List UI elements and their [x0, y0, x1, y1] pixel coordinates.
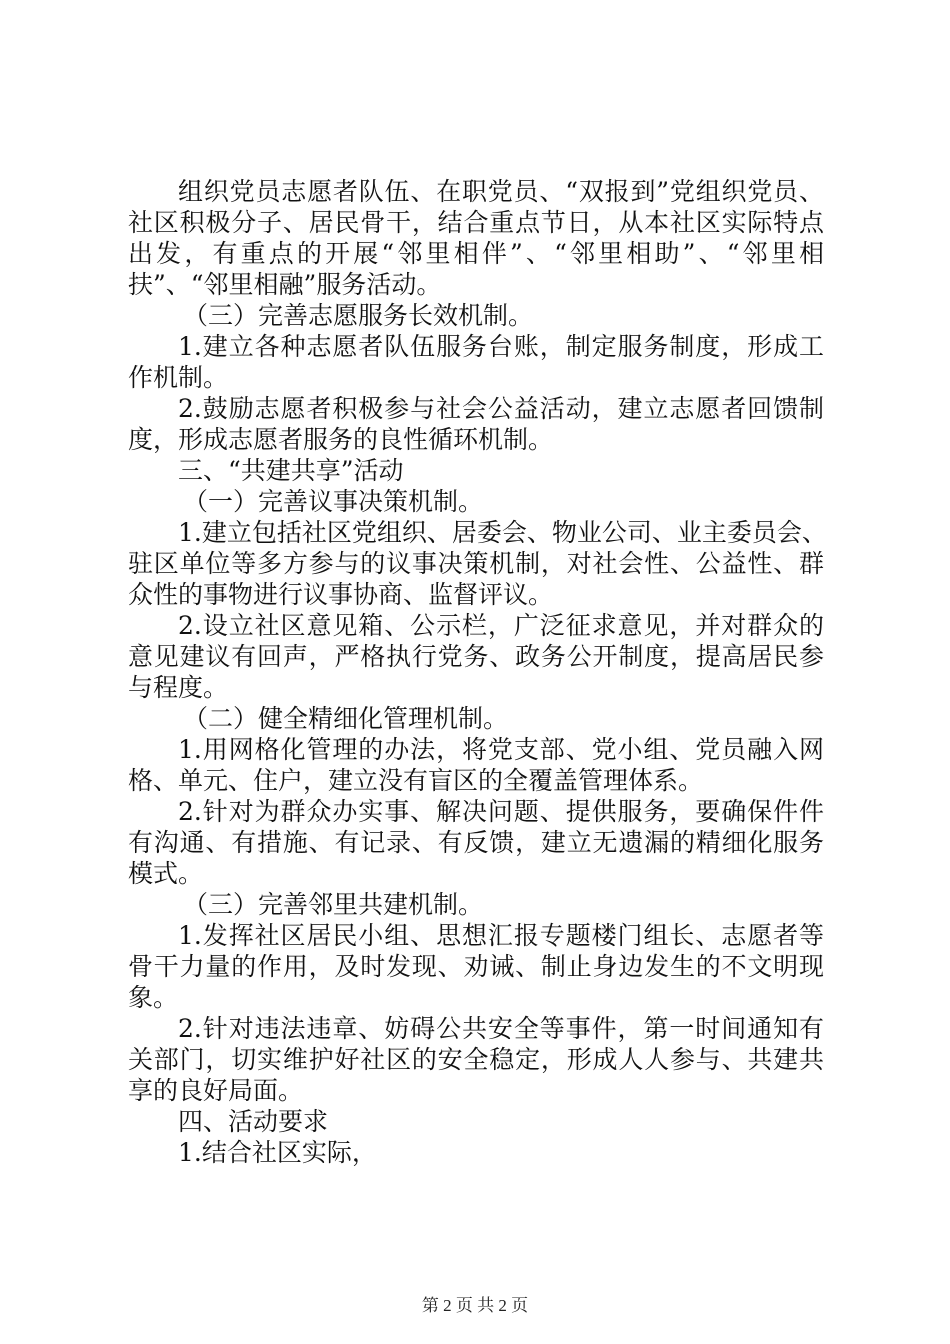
- text-line: 骨干力量的作用，及时发现、劝诫、制止身边发生的不文明现: [128, 952, 824, 981]
- text-line: 1.用网格化管理的办法，将党支部、党小组、党员融入网: [178, 735, 824, 764]
- text-line: 众性的事物进行议事协商、监督评议。: [128, 580, 554, 609]
- text-line: 出发，有重点的开展“邻里相伴”、“邻里相助”、“邻里相: [128, 239, 824, 268]
- page-number-label: 第 2 页 共 2 页: [421, 1296, 529, 1315]
- text-line: 享的良好局面。: [128, 1076, 304, 1105]
- text-line: 1.建立各种志愿者队伍服务台账，制定服务制度，形成工: [178, 332, 824, 361]
- text-line: 关部门，切实维护好社区的安全稳定，形成人人参与、共建共: [128, 1045, 824, 1074]
- text-line: 1.发挥社区居民小组、思想汇报专题楼门组长、志愿者等: [178, 921, 824, 950]
- text-line: 驻区单位等多方参与的议事决策机制，对社会性、公益性、群: [128, 549, 824, 578]
- section-heading: （一）完善议事决策机制。: [183, 487, 484, 516]
- text-line: 1.建立包括社区党组织、居委会、物业公司、业主委员会、: [178, 518, 827, 547]
- page-footer: [0, 1295, 950, 1317]
- text-line: 有沟通、有措施、有记录、有反馈，建立无遗漏的精细化服务: [128, 828, 824, 857]
- text-line: 模式。: [128, 859, 204, 888]
- text-line: 2.设立社区意见箱、公示栏，广泛征求意见，并对群众的: [178, 611, 824, 640]
- text-line: 2.针对为群众办实事、解决问题、提供服务，要确保件件: [178, 797, 824, 826]
- text-line: 2.针对违法违章、妨碍公共安全等事件，第一时间通知有: [178, 1014, 824, 1043]
- text-line: 象。: [128, 983, 179, 1012]
- text-line: 组织党员志愿者队伍、在职党员、“双报到”党组织党员、: [178, 177, 824, 206]
- section-heading: 三、“共建共享”活动: [178, 456, 404, 485]
- text-line: 格、单元、住户，建立没有盲区的全覆盖管理体系。: [128, 766, 704, 795]
- text-line: 1.结合社区实际，: [178, 1138, 377, 1167]
- text-line: 作机制。: [128, 363, 229, 392]
- body-text: [128, 176, 827, 1168]
- section-heading: 四、活动要求: [178, 1107, 329, 1136]
- text-line: 2.鼓励志愿者积极参与社会公益活动，建立志愿者回馈制: [178, 394, 824, 423]
- text-line: 扶”、“邻里相融”服务活动。: [128, 270, 442, 299]
- section-heading: （三）完善邻里共建机制。: [183, 890, 484, 919]
- text-line: 度，形成志愿者服务的良性循环机制。: [128, 425, 554, 454]
- section-heading: （三）完善志愿服务长效机制。: [183, 301, 534, 330]
- section-heading: （二）健全精细化管理机制。: [183, 704, 509, 733]
- text-line: 与程度。: [128, 673, 229, 702]
- text-line: 社区积极分子、居民骨干，结合重点节日，从本社区实际特点: [128, 208, 824, 237]
- text-line: 意见建议有回声，严格执行党务、政务公开制度，提高居民参: [128, 642, 824, 671]
